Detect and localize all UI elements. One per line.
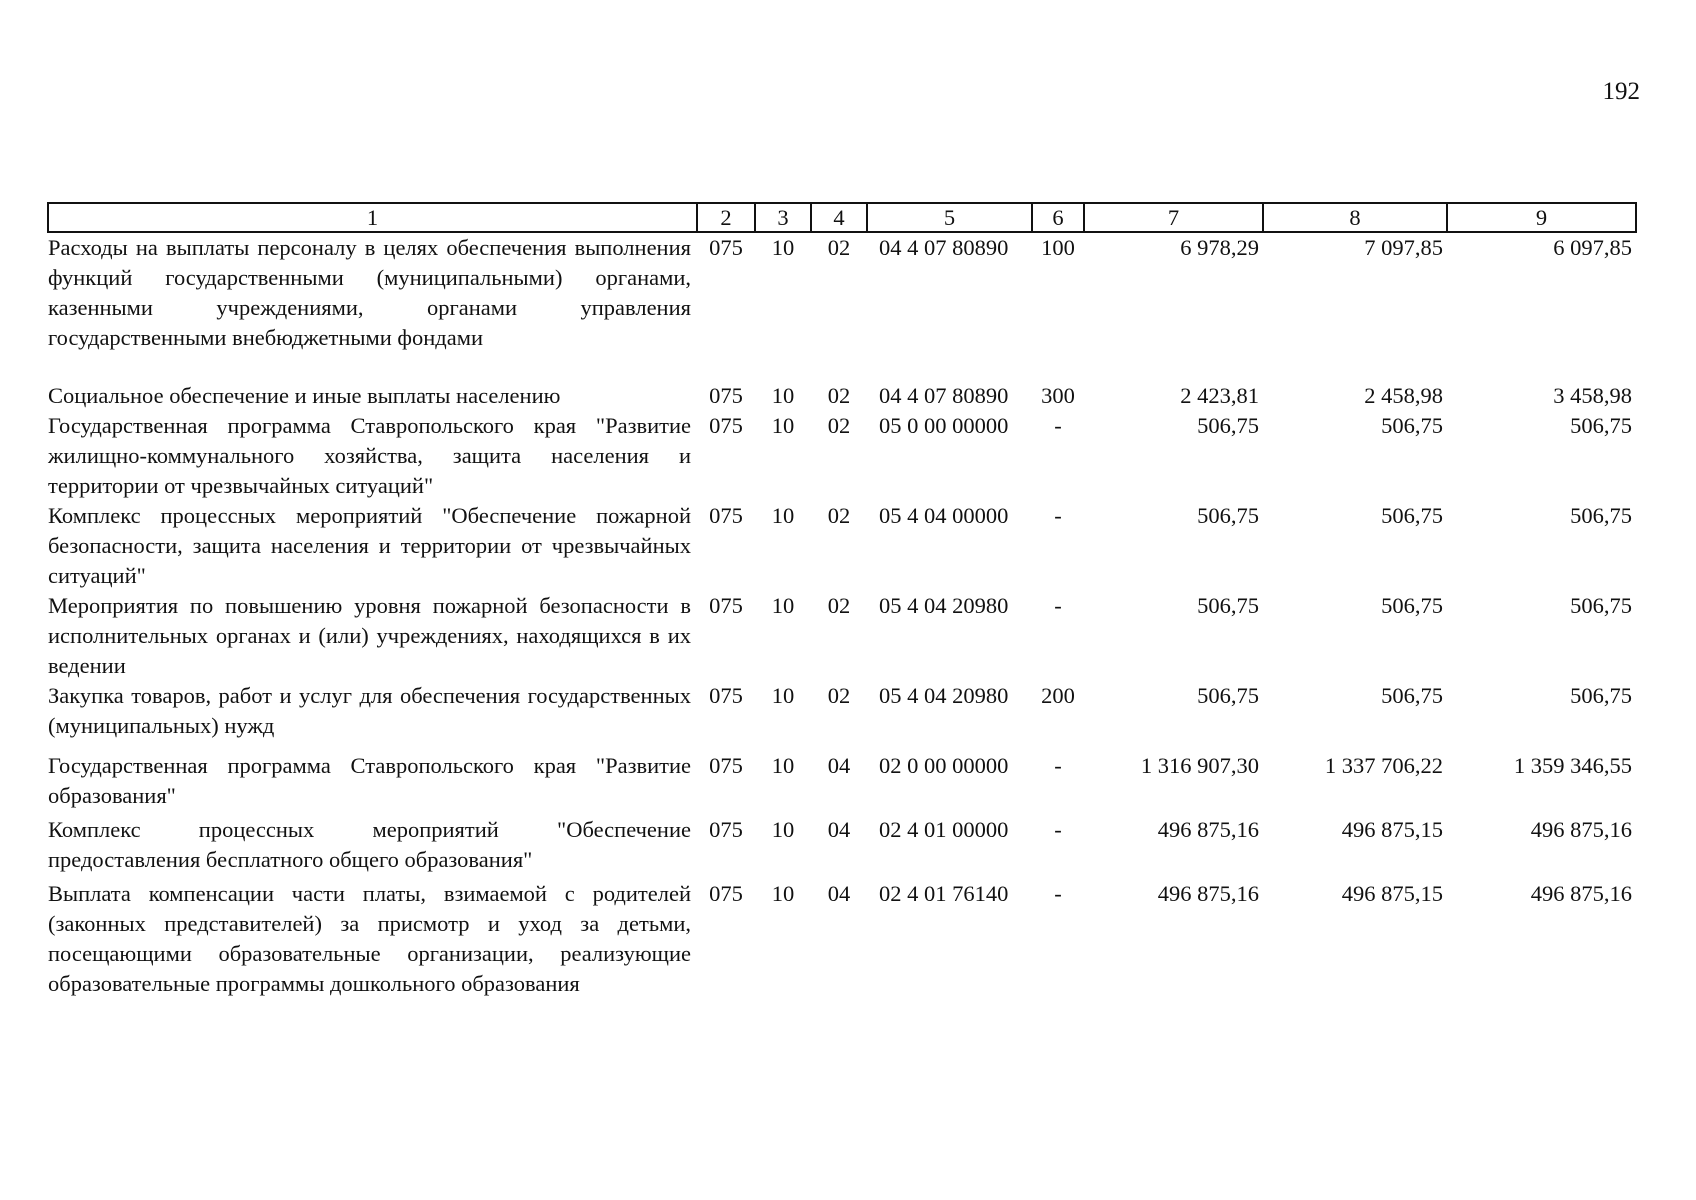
row-code-pr: 04 [827, 753, 851, 778]
budget-table [47, 202, 1637, 999]
row-name: Мероприятия по повышению уровня пожарной безопасности в исполнительных органах и (или) учреждениях, находящихся в их ведении [48, 593, 691, 678]
row-value-9: 6 097,85 [1553, 235, 1632, 260]
table-row [48, 875, 1636, 999]
row-value-7: 496 875,16 [1157, 881, 1259, 906]
table-row [48, 681, 1636, 741]
row-code-vr: - [1054, 503, 1062, 528]
row-value-8: 496 875,15 [1341, 881, 1443, 906]
row-name: Государственная программа Ставропольского края "Развитие жилищно-коммунального хозяйства, защита населения и территории от чрезвычайных ситуаций" [48, 413, 691, 498]
row-code-pr: 02 [827, 413, 851, 438]
row-value-8: 7 097,85 [1364, 235, 1443, 260]
row-code-gr: 075 [709, 683, 743, 708]
row-code-rz: 10 [771, 593, 795, 618]
row-value-8: 496 875,15 [1341, 817, 1443, 842]
table-row [48, 811, 1636, 875]
row-code-pr: 04 [827, 817, 851, 842]
row-code-csr: 02 4 01 00000 [879, 817, 1009, 842]
row-code-csr: 05 4 04 20980 [879, 683, 1009, 708]
header-cell: 6 [1032, 203, 1084, 232]
row-code-gr: 075 [709, 881, 743, 906]
row-value-9: 506,75 [1570, 593, 1632, 618]
row-code-csr: 02 4 01 76140 [879, 881, 1009, 906]
header-cell: 7 [1084, 203, 1263, 232]
row-code-gr: 075 [709, 753, 743, 778]
row-code-vr: 200 [1041, 683, 1075, 708]
row-code-vr: - [1054, 817, 1062, 842]
row-code-pr: 02 [827, 593, 851, 618]
row-value-7: 506,75 [1197, 683, 1259, 708]
row-value-9: 506,75 [1570, 413, 1632, 438]
row-value-7: 1 316 907,30 [1140, 753, 1259, 778]
row-spacer [48, 353, 1636, 381]
row-value-8: 506,75 [1381, 683, 1443, 708]
row-name: Комплекс процессных мероприятий "Обеспечение предоставления бесплатного общего образования" [48, 817, 691, 872]
row-code-rz: 10 [771, 383, 795, 408]
row-code-gr: 075 [709, 817, 743, 842]
row-value-7: 506,75 [1197, 503, 1259, 528]
row-code-pr: 02 [827, 383, 851, 408]
row-value-9: 496 875,16 [1530, 881, 1632, 906]
row-value-7: 496 875,16 [1157, 817, 1259, 842]
table-row [48, 501, 1636, 591]
header-cell: 5 [867, 203, 1032, 232]
table-row [48, 411, 1636, 501]
row-code-vr: - [1054, 753, 1062, 778]
row-value-9: 3 458,98 [1553, 383, 1632, 408]
row-code-gr: 075 [709, 503, 743, 528]
row-code-pr: 02 [827, 503, 851, 528]
row-code-csr: 05 0 00 00000 [879, 413, 1009, 438]
row-value-7: 506,75 [1197, 413, 1259, 438]
row-code-csr: 04 4 07 80890 [879, 235, 1009, 260]
row-value-8: 506,75 [1381, 503, 1443, 528]
row-value-7: 506,75 [1197, 593, 1259, 618]
row-value-8: 506,75 [1381, 593, 1443, 618]
row-code-gr: 075 [709, 235, 743, 260]
table-row [48, 591, 1636, 681]
table-row [48, 232, 1636, 353]
row-code-csr: 05 4 04 20980 [879, 593, 1009, 618]
row-code-gr: 075 [709, 383, 743, 408]
row-code-pr: 02 [827, 683, 851, 708]
column-number-header [48, 203, 1636, 232]
row-code-rz: 10 [771, 503, 795, 528]
row-code-rz: 10 [771, 753, 795, 778]
row-name: Государственная программа Ставропольского края "Развитие образования" [48, 753, 691, 808]
row-name: Расходы на выплаты персоналу в целях обеспечения выполнения функций государственными (муниципальными) органами, казенными учреждениями, органами управления государственными внебюджетными фондами [48, 235, 691, 350]
row-value-9: 496 875,16 [1530, 817, 1632, 842]
row-code-csr: 04 4 07 80890 [879, 383, 1009, 408]
row-code-csr: 05 4 04 00000 [879, 503, 1009, 528]
row-value-7: 6 978,29 [1180, 235, 1259, 260]
row-code-gr: 075 [709, 593, 743, 618]
row-value-9: 506,75 [1570, 683, 1632, 708]
row-value-9: 506,75 [1570, 503, 1632, 528]
row-name: Социальное обеспечение и иные выплаты населению [48, 383, 561, 408]
row-code-vr: 300 [1041, 383, 1075, 408]
header-cell: 3 [755, 203, 811, 232]
row-name: Комплекс процессных мероприятий "Обеспечение пожарной безопасности, защита населения и территории от чрезвычайных ситуаций" [48, 503, 691, 588]
row-code-pr: 04 [827, 881, 851, 906]
row-code-rz: 10 [771, 235, 795, 260]
row-code-rz: 10 [771, 881, 795, 906]
row-code-rz: 10 [771, 817, 795, 842]
header-cell: 9 [1447, 203, 1636, 232]
header-cell: 2 [697, 203, 755, 232]
header-cell: 1 [48, 203, 697, 232]
row-name: Выплата компенсации части платы, взимаемой с родителей (законных представителей) за присмотр и уход за детьми, посещающими образовательные организации, реализующие образовательные программы дошкольного образования [48, 881, 691, 996]
row-value-7: 2 423,81 [1180, 383, 1259, 408]
row-code-vr: - [1054, 413, 1062, 438]
row-code-csr: 02 0 00 00000 [879, 753, 1009, 778]
row-value-8: 506,75 [1381, 413, 1443, 438]
header-cell: 4 [811, 203, 867, 232]
row-code-vr: 100 [1041, 235, 1075, 260]
row-name: Закупка товаров, работ и услуг для обеспечения государственных (муниципальных) нужд [48, 683, 691, 738]
row-code-rz: 10 [771, 413, 795, 438]
row-value-8: 1 337 706,22 [1324, 753, 1443, 778]
row-code-vr: - [1054, 881, 1062, 906]
row-code-pr: 02 [827, 235, 851, 260]
table-row [48, 381, 1636, 411]
page-number: 192 [1602, 78, 1640, 105]
row-value-8: 2 458,98 [1364, 383, 1443, 408]
row-value-9: 1 359 346,55 [1513, 753, 1632, 778]
row-code-rz: 10 [771, 683, 795, 708]
row-code-vr: - [1054, 593, 1062, 618]
row-code-gr: 075 [709, 413, 743, 438]
table-row [48, 741, 1636, 811]
header-cell: 8 [1263, 203, 1447, 232]
